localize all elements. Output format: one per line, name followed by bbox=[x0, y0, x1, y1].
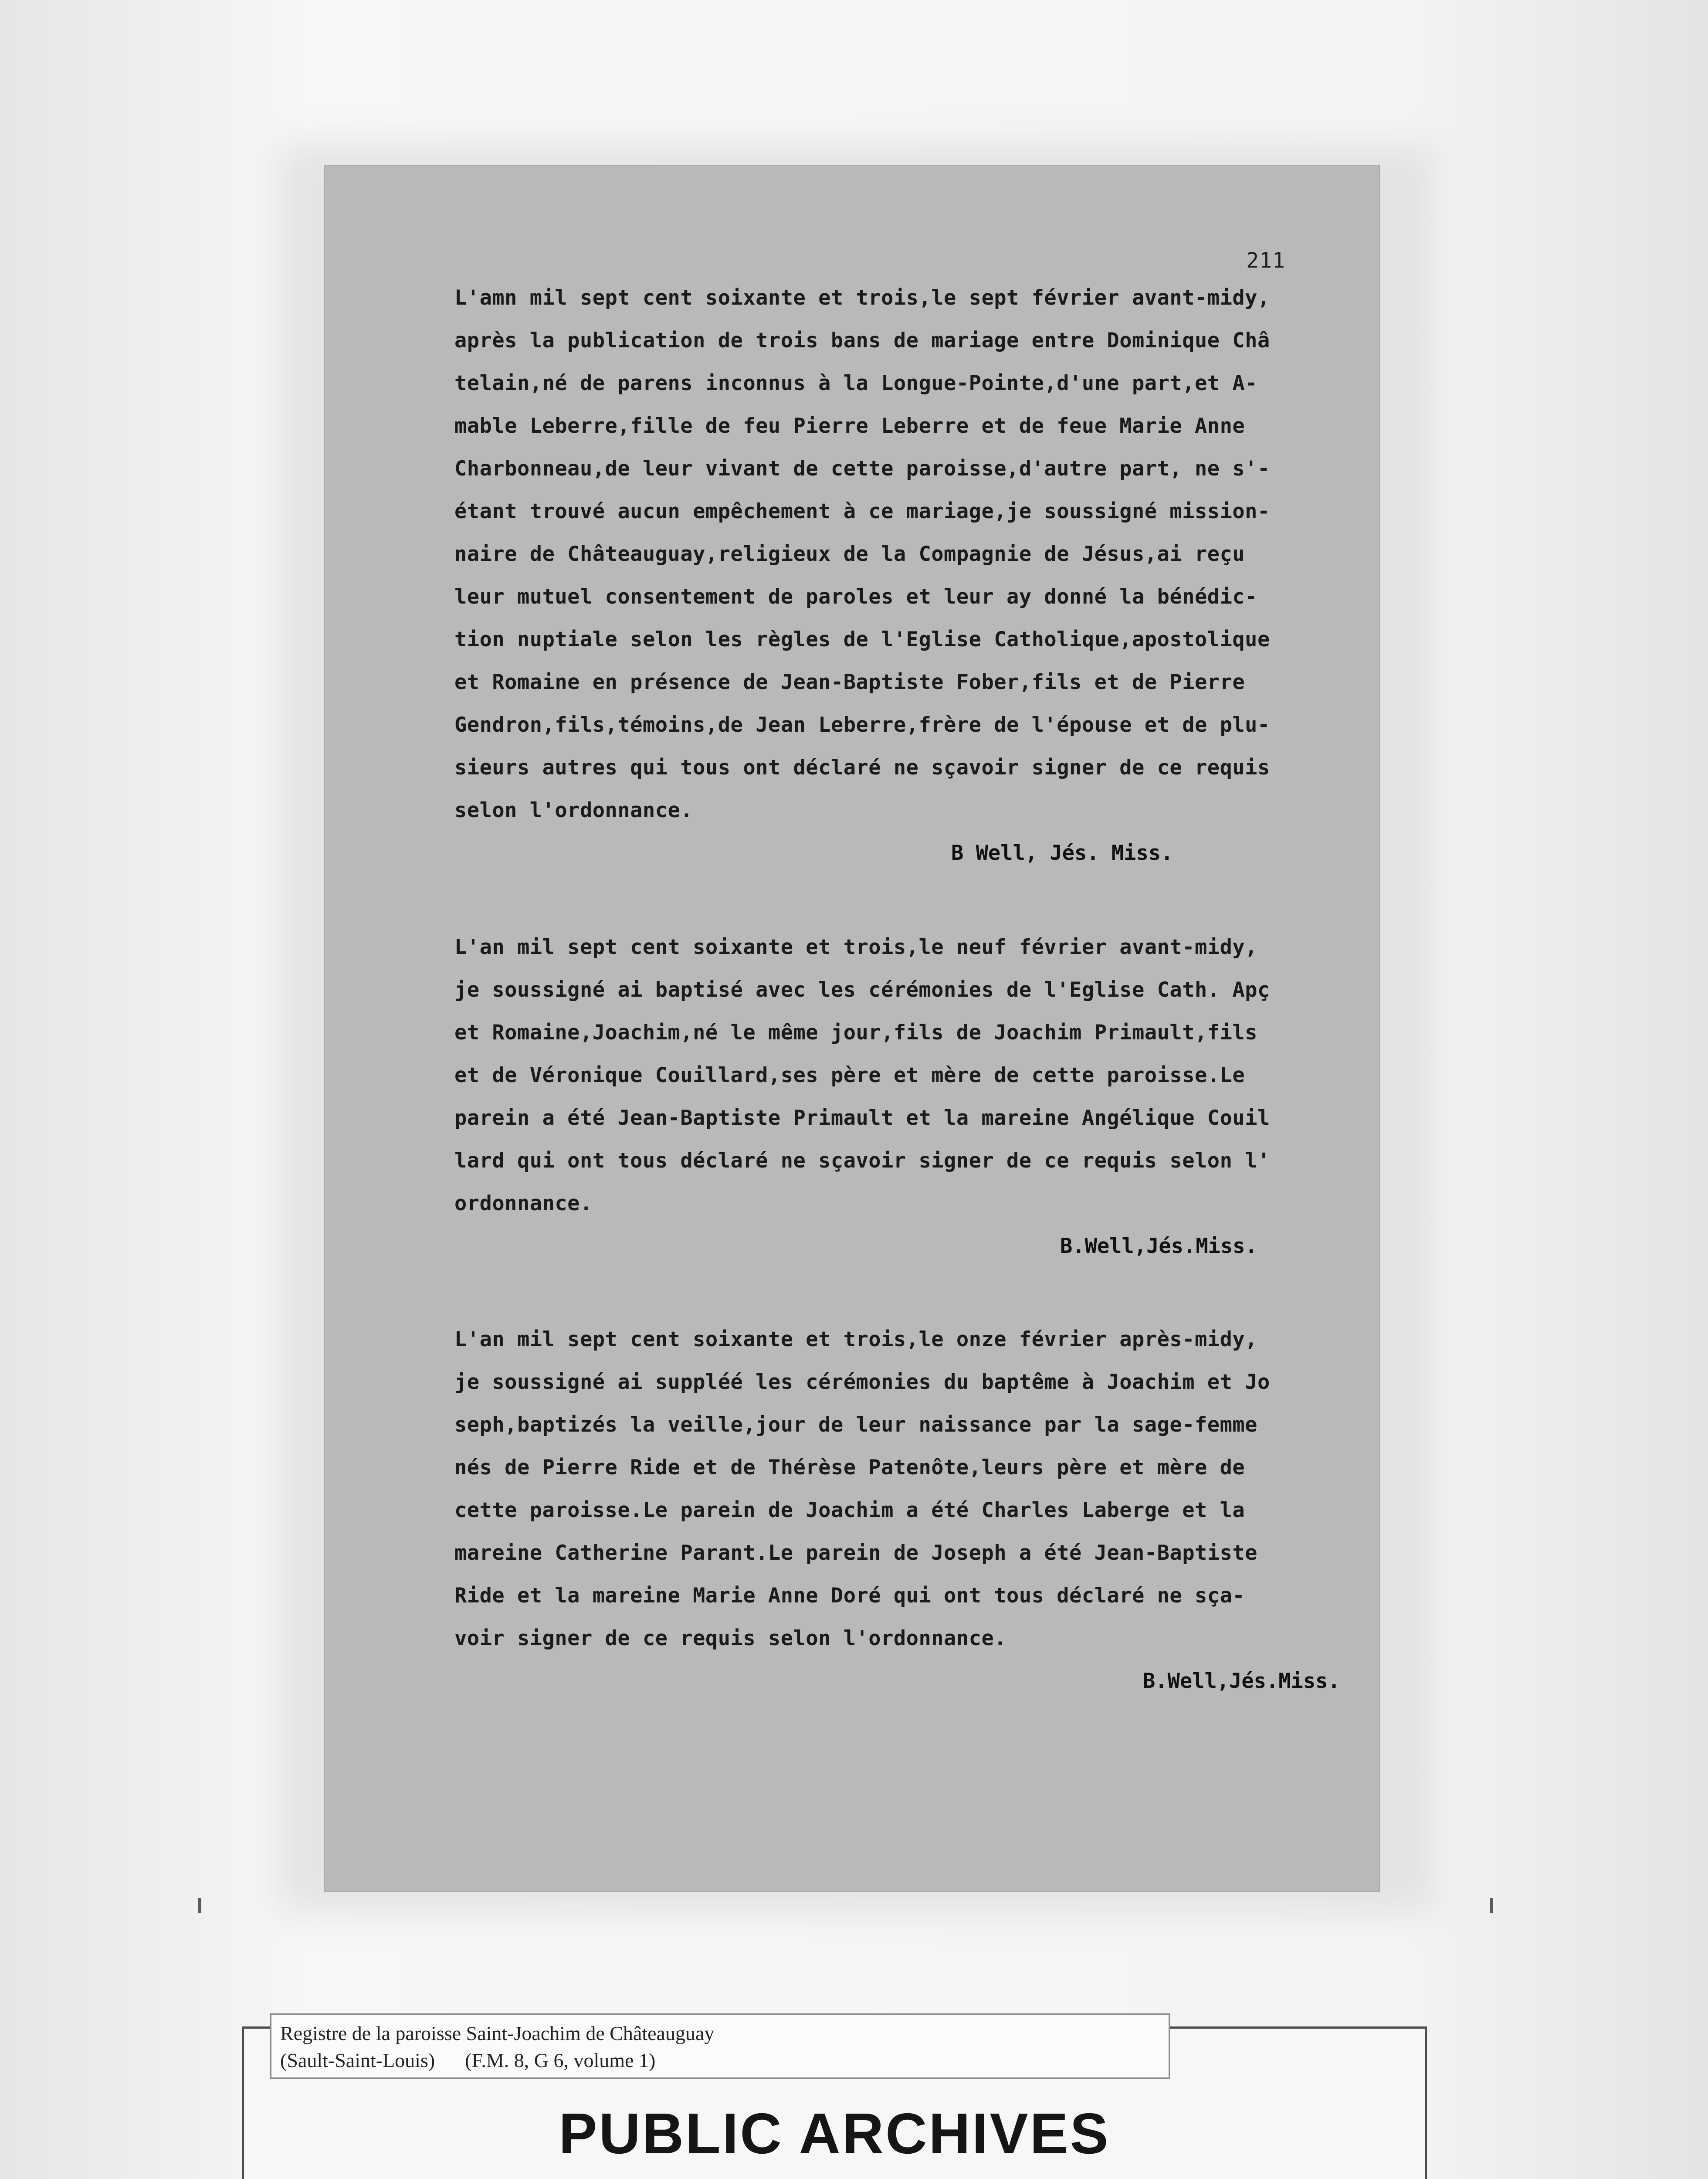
supplemental-baptism-entry bbox=[454, 1318, 1340, 1703]
entry-line: tion nuptiale selon les règles de l'Eglise Catholique,apostolique bbox=[454, 628, 1270, 652]
entry-line: naire de Châteauguay,religieux de la Compagnie de Jésus,ai reçu bbox=[454, 542, 1245, 566]
entry-line: Gendron,fils,témoins,de Jean Leberre,frère de l'épouse et de plu- bbox=[454, 713, 1270, 737]
entry-line: parein a été Jean-Baptiste Primault et la mareine Angélique Couil bbox=[454, 1106, 1270, 1130]
entry-line: L'amn mil sept cent soixante et trois,le sept février avant-midy, bbox=[454, 286, 1270, 310]
entry-line: Charbonneau,de leur vivant de cette paroisse,d'autre part, ne s'- bbox=[454, 457, 1270, 481]
entry-signature: B.Well,Jés.Miss. bbox=[1060, 1234, 1257, 1258]
entry-line: sieurs autres qui tous ont déclaré ne sçavoir signer de ce requis bbox=[454, 756, 1270, 780]
page-number: 211 bbox=[1246, 248, 1285, 273]
film-mark bbox=[1490, 1898, 1493, 1913]
archive-heading-english: PUBLIC ARCHIVES bbox=[559, 2101, 1110, 2165]
entry-line: et de Véronique Couillard,ses père et mère de cette paroisse.Le bbox=[454, 1063, 1245, 1087]
entry-line: selon l'ordonnance. bbox=[454, 798, 693, 822]
archive-reference-label bbox=[270, 2013, 1170, 2079]
entry-signature: B.Well,Jés.Miss. bbox=[1143, 1669, 1340, 1693]
entry-line: lard qui ont tous déclaré ne sçavoir signer de ce requis selon l' bbox=[454, 1149, 1270, 1173]
entry-line: après la publication de trois bans de mariage entre Dominique Châ bbox=[454, 329, 1270, 353]
marriage-entry bbox=[454, 277, 1326, 875]
baptism-entry bbox=[454, 926, 1326, 1268]
entry-line: je soussigné ai baptisé avec les cérémonies de l'Eglise Cath. Apç bbox=[454, 978, 1270, 1002]
entry-line: et Romaine en présence de Jean-Baptiste Fober,fils et de Pierre bbox=[454, 670, 1245, 694]
entry-line: L'an mil sept cent soixante et trois,le neuf février avant-midy, bbox=[454, 935, 1257, 959]
entry-line: Ride et la mareine Marie Anne Doré qui ont tous déclaré ne sça- bbox=[454, 1584, 1245, 1608]
entry-line: mable Leberre,fille de feu Pierre Leberre et de feue Marie Anne bbox=[454, 414, 1245, 438]
register-page bbox=[325, 166, 1379, 1891]
entry-line: telain,né de parens inconnus à la Longue-Pointe,d'une part,et A- bbox=[454, 371, 1257, 395]
entry-signature: B Well, Jés. Miss. bbox=[951, 841, 1173, 865]
entry-line: cette paroisse.Le parein de Joachim a été Charles Laberge et la bbox=[454, 1498, 1245, 1522]
entry-line: nés de Pierre Ride et de Thérèse Patenôte,leurs père et mère de bbox=[454, 1456, 1245, 1480]
entry-line: voir signer de ce requis selon l'ordonnance. bbox=[454, 1626, 1007, 1650]
entry-line: ordonnance. bbox=[454, 1191, 593, 1215]
archive-label-reference: (Sault-Saint-Louis) (F.M. 8, G 6, volume 1) bbox=[280, 2049, 656, 2071]
entry-line: je soussigné ai suppléé les cérémonies du baptême à Joachim et Jo bbox=[454, 1370, 1270, 1394]
entry-line: leur mutuel consentement de paroles et leur ay donné la bénédic- bbox=[454, 585, 1257, 609]
entry-line: L'an mil sept cent soixante et trois,le onze février après-midy, bbox=[454, 1327, 1257, 1351]
entry-line: étant trouvé aucun empêchement à ce mariage,je soussigné mission- bbox=[454, 499, 1270, 523]
archive-label-title: Registre de la paroisse Saint-Joachim de Châteauguay bbox=[280, 2022, 715, 2044]
entry-line: mareine Catherine Parant.Le parein de Joseph a été Jean-Baptiste bbox=[454, 1541, 1257, 1565]
film-mark bbox=[198, 1898, 201, 1913]
entry-line: et Romaine,Joachim,né le même jour,fils de Joachim Primault,fils bbox=[454, 1021, 1257, 1045]
entry-line: seph,baptizés la veille,jour de leur naissance par la sage-femme bbox=[454, 1413, 1257, 1437]
